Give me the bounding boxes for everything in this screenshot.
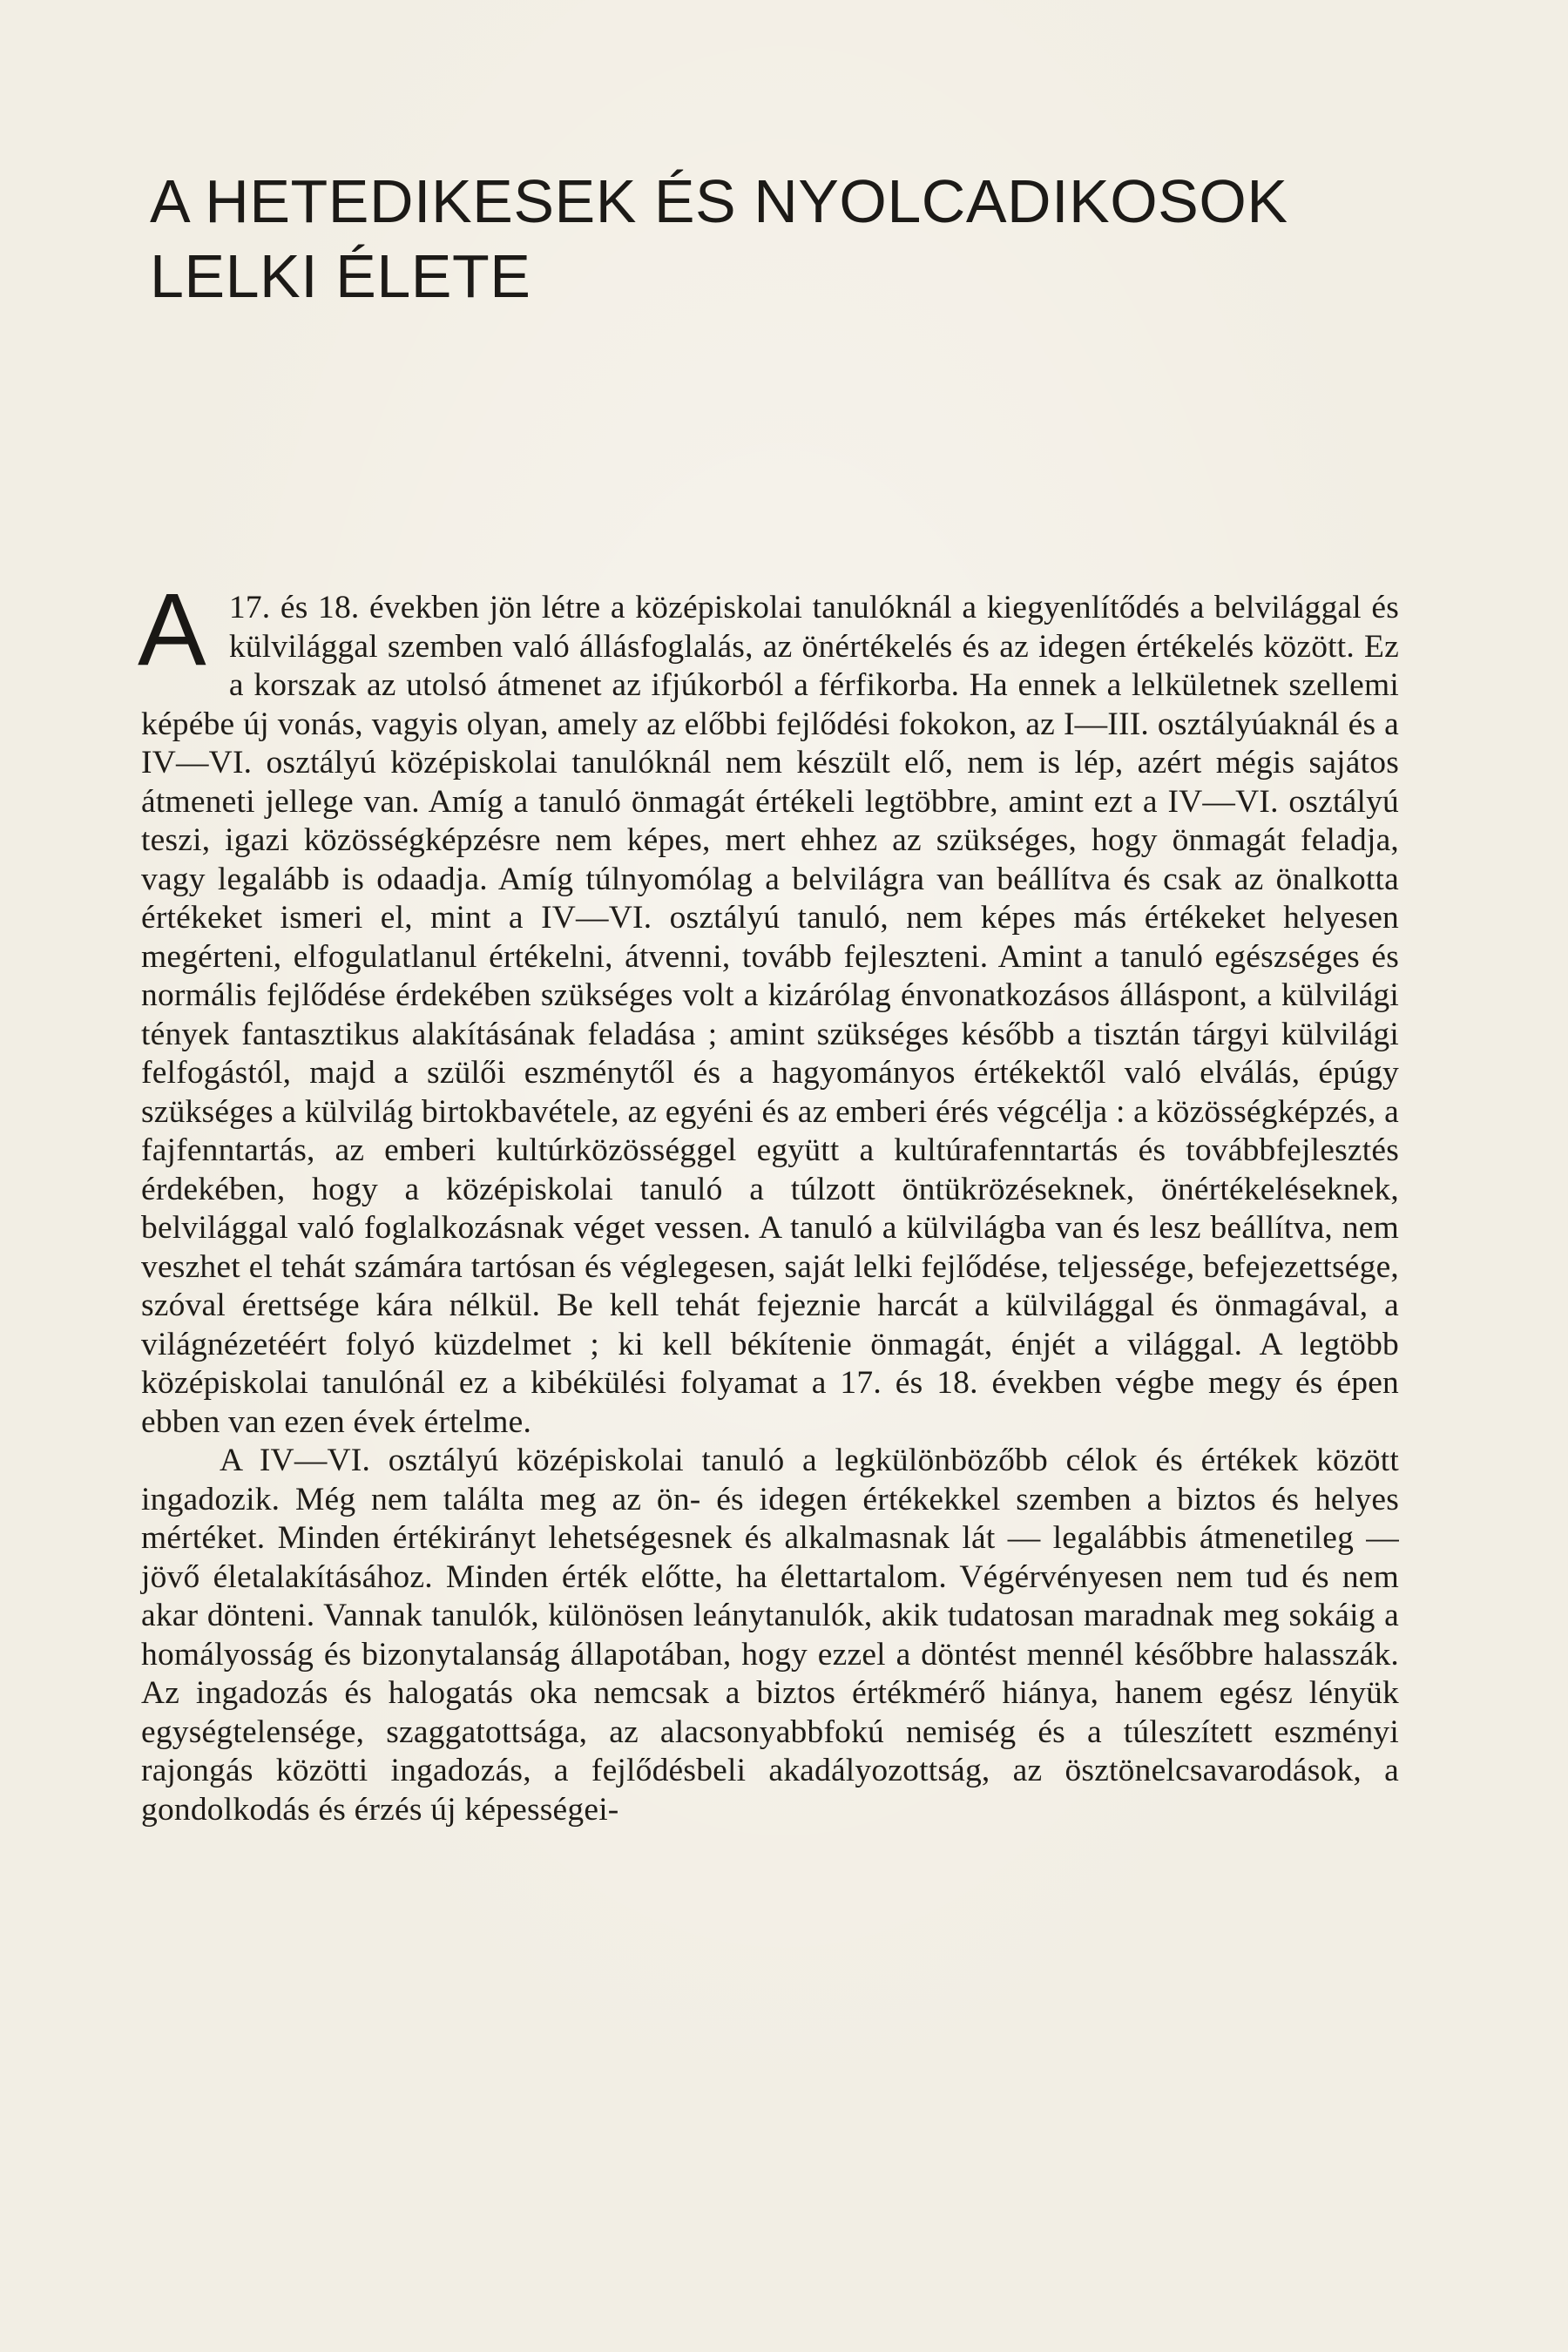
chapter-title — [150, 164, 1456, 314]
chapter-title-line-2: LELKI ÉLETE — [150, 242, 531, 310]
paragraph-2 — [141, 1442, 1399, 1829]
chapter-title-line-1: A HETEDIKESEK ÉS NYOLCADIKOSOK — [150, 167, 1288, 235]
paragraph-2-text: A IV—VI. osztályú középiskolai tanuló a legkülönbözőbb célok és értékek között ingadozik. Még nem találta meg az ön- és idegen értékekkel szemben a biztos és helyes mértéket. Minden értékirányt lehetségesnek és alkalmasnak lát — legalábbis átmenetileg — jövő életalakításához. Minden érték előtte, ha élettartalom. Végérvényesen nem tud és nem akar dönteni. Vannak tanulók, különösen leánytanulók, akik tudatosan maradnak meg sokáig a homályosság és bizonytalanság állapotában, hogy ezzel a döntést mennél későbbre halasszák. Az ingadozás és halogatás oka nemcsak a biztos értékmérő hiánya, hanem egész lényük egységtelensége, szaggatottsága, az alacsonyabbfokú nemiség és a túleszített eszményi rajongás közötti ingadozás, a fejlődésbeli akadályozottság, az ösztönelcsavarodások, a gondolkodás és érzés új képességei- — [141, 1443, 1399, 1828]
paragraph-1 — [138, 572, 1399, 1442]
drop-cap: A — [138, 572, 206, 687]
paragraph-1-text: 17. és 18. években jön létre a középiskolai tanulóknál a kiegyenlítődés a belvilággal és külvilággal szemben való állásfoglalás, az önértékelés és az idegen értékelés között. Ez a korszak az utolsó átmenet az ifjúkorból a férfikorba. Ha ennek a lelkületnek szellemi képébe új vonás, vagyis olyan, amely az előbbi fejlődési fokokon, az I—III. osztályúaknál és a IV—VI. osztályú középiskolai tanulóknál nem készült elő, nem is lép, azért mégis sajátos átmeneti jellege van. Amíg a tanuló önmagát értékeli legtöbbre, amint ezt a IV—VI. osztályú teszi, igazi közösségképzésre nem képes, mert ehhez az szükséges, hogy önmagát feladja, vagy legalább is odaadja. Amíg túlnyomólag a belvilágra van beállítva és csak az önalkotta értékeket ismeri el, mint a IV—VI. osztályú tanuló, nem képes más értékeket helyesen megérteni, elfogulatlanul értékelni, átvenni, tovább fejleszteni. Amint a tanuló egészséges és normális fejlődése érdekében szükséges volt a kizárólag énvonatkozásos álláspont, a külvilági tények fantasztikus alakításának feladása ; amint szükséges később a tisztán tárgyi külvilági felfogástól, majd a szülői eszménytől és a hagyományos értékektől való elválás, épúgy szükséges a külvilág birtokbavétele, az egyéni és az emberi érés végcélja : a közösségképzés, a fajfenntartás, az emberi kultúrközösséggel együtt a kultúrafenntartás és továbbfejlesztés érdekében, hogy a középiskolai tanuló a túlzott öntükrözéseknek, önértékeléseknek, belvilággal való foglalkozásnak véget vessen. A tanuló a külvilágba van és lesz beállítva, nem veszhet el tehát számára tartósan és véglegesen, saját lelki fejlődése, teljessége, befejezettsége, szóval érettsége kára nélkül. Be kell tehát fejeznie harcát a külvilággal és önmagával, a világnézetéért folyó küzdelmet ; ki kell békítenie önmagát, énjét a világgal. A legtöbb középiskolai tanulónál ez a kibékülési folyamat a 17. és 18. években végbe megy és épen ebben van ezen évek értelme. — [141, 590, 1399, 1440]
body-text — [138, 572, 1399, 1829]
